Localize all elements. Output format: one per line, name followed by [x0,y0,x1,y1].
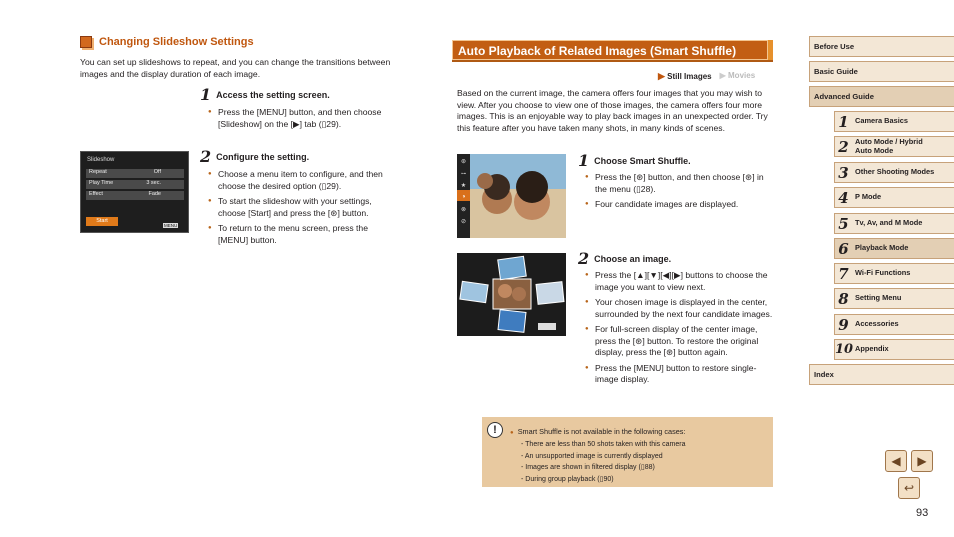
svg-text:⊘: ⊘ [460,219,467,225]
slideshow-screen [80,151,189,233]
caution-item: - An unsupported image is currently displayed [521,452,663,460]
chapter-2[interactable] [834,136,954,157]
chapter-6[interactable] [834,238,954,259]
svg-text:★: ★ [460,183,467,189]
step-number: 2 [200,147,212,166]
smart-shuffle-menu-photo [457,154,566,238]
bullet: ● Press the [MENU] button, and then choose [Slideshow] on the [▶] tab (▯29). [208,107,388,130]
right-step-1 [578,153,691,169]
chapter-1[interactable] [834,111,954,132]
chapter-7[interactable] [834,263,954,284]
step-title: Choose Smart Shuffle. [594,156,691,166]
return-icon: ↩ [903,481,915,495]
chapter-9[interactable] [834,314,954,335]
chapter-5[interactable] [834,213,954,234]
right-step-2 [578,251,671,267]
step-number: 1 [200,85,212,104]
nav-index[interactable]: Index [809,364,954,385]
chapter-10[interactable] [834,339,954,360]
chapter-number: 9 [838,315,849,334]
chapter-label: P Mode [855,192,882,202]
right-step-2-bullets [585,270,777,390]
step-title: Configure the setting. [216,152,310,162]
section-marker-icon [80,36,92,48]
chapter-8[interactable] [834,288,954,309]
screen-row-playtime [86,180,184,189]
left-step-1 [200,87,330,103]
chapter-label: Other Shooting Modes [855,167,935,177]
screen-start-button: Start [86,217,118,226]
bullet: ● To return to the menu screen, press the [MENU] button. [208,223,390,246]
arrow-left-icon: ◀ [891,454,901,468]
mode-tags [658,71,755,82]
chapter-number: 5 [838,214,849,233]
left-step-2 [200,149,309,165]
nav-advanced-guide[interactable]: Advanced Guide [809,86,954,107]
bullet: ● Choose a menu item to configure, and then choose the desired option (▯29). [208,169,390,192]
right-intro: Based on the current image, the camera offers four images that you may wish to view. After you choose to view one of those images, the camera offers four more images. This is an enjoyable way to play back images in an unexpected order. Try this feature after you have taken many shots, in many kinds of scenes. [457,88,768,133]
step-title: Access the setting screen. [216,90,330,100]
chapter-label: Playback Mode [855,243,909,253]
banner-title: Auto Playback of Related Images (Smart Shuffle) [452,40,768,60]
chapter-label: Accessories [855,319,899,329]
screen-title: Slideshow [87,157,115,163]
prev-page-button[interactable] [885,450,907,472]
svg-text:◑: ◑ [461,194,466,200]
chapter-number: 1 [838,112,849,131]
chapter-number: 2 [838,137,849,156]
chapter-label: Setting Menu [855,293,902,303]
caution-lead: ● Smart Shuffle is not available in the following cases: [510,427,686,436]
screen-row-repeat [86,169,184,178]
right-step-1-bullets [585,172,775,215]
left-step-1-bullets [208,107,388,134]
section-banner [452,40,773,62]
chapter-4[interactable] [834,187,954,208]
row-value: Fade [148,191,161,197]
chapter-number: 8 [838,289,849,308]
caution-box [482,417,773,487]
bullet: ● Four candidate images are displayed. [585,199,775,211]
next-page-button[interactable] [911,450,933,472]
bullet: ● For full-screen display of the center image, press the [⊛] button. To restore the original display, press the [⊛] button again. [585,324,777,359]
mode-movies: Movies [728,71,756,80]
arrow-right-icon: ▶ [917,454,927,468]
svg-text:⊗: ⊗ [460,207,467,213]
chapter-label: Camera Basics [855,116,909,126]
caution-icon: ! [487,422,503,438]
left-step-2-bullets [208,169,390,250]
play-triangle-icon: ▶ [658,71,665,81]
chapter-label: Auto Mode / Hybrid Auto Mode [855,137,923,155]
caution-item: - During group playback (▯90) [521,475,614,483]
bullet: ● Press the [⊛] button, and then choose [⊛] in the menu (▯28). [585,172,775,195]
section-header [80,36,254,48]
chapter-label: Appendix [855,344,889,354]
chapter-number: 10 [835,342,854,357]
bullet: ● Press the [MENU] button to restore single-image display. [585,363,777,386]
section-title: Changing Slideshow Settings [99,36,254,48]
row-value: 3 sec. [146,180,161,186]
smart-shuffle-grid-photo [457,253,566,336]
chapter-number: 4 [838,188,849,207]
play-triangle-icon: ▶ [719,71,726,80]
return-button[interactable] [898,477,920,499]
chapter-label: Wi-Fi Functions [855,268,911,278]
nav-basic-guide[interactable]: Basic Guide [809,61,954,82]
step-number: 2 [578,249,590,268]
chapter-number: 6 [838,239,849,258]
bullet: ● Press the [▲][▼][◀][▶] buttons to choose the image you want to view next. [585,270,777,293]
chapter-number: 7 [838,264,849,283]
chapter-3[interactable] [834,162,954,183]
caution-item: - There are less than 50 shots taken with this camera [521,441,686,448]
step-number: 1 [578,151,590,170]
chapter-number: 3 [838,163,849,182]
step-title: Choose an image. [594,254,672,264]
row-label: Play Time [89,180,114,186]
svg-text:⊶: ⊶ [461,171,466,177]
nav-before-use[interactable]: Before Use [809,36,954,57]
mode-still: Still Images [667,72,712,81]
bullet: ● To start the slideshow with your settings, choose [Start] and press the [⊛] button. [208,196,390,219]
caution-item: - Images are shown in filtered display (▯88) [521,464,655,471]
chapter-label: Tv, Av, and M Mode [855,218,923,228]
screen-menu-hint: MENU [164,223,178,228]
page-number: 93 [916,507,929,519]
row-label: Effect [89,191,103,197]
row-label: Repeat [89,169,107,175]
left-intro: You can set up slideshows to repeat, and you can change the transitions between images and the display duration of each image. [80,57,391,79]
bullet: ● Your chosen image is displayed in the center, surrounded by the next four candidate images. [585,297,777,320]
svg-text:⊛: ⊛ [460,159,467,165]
screen-row-effect [86,191,184,200]
row-value: Off [153,169,161,175]
